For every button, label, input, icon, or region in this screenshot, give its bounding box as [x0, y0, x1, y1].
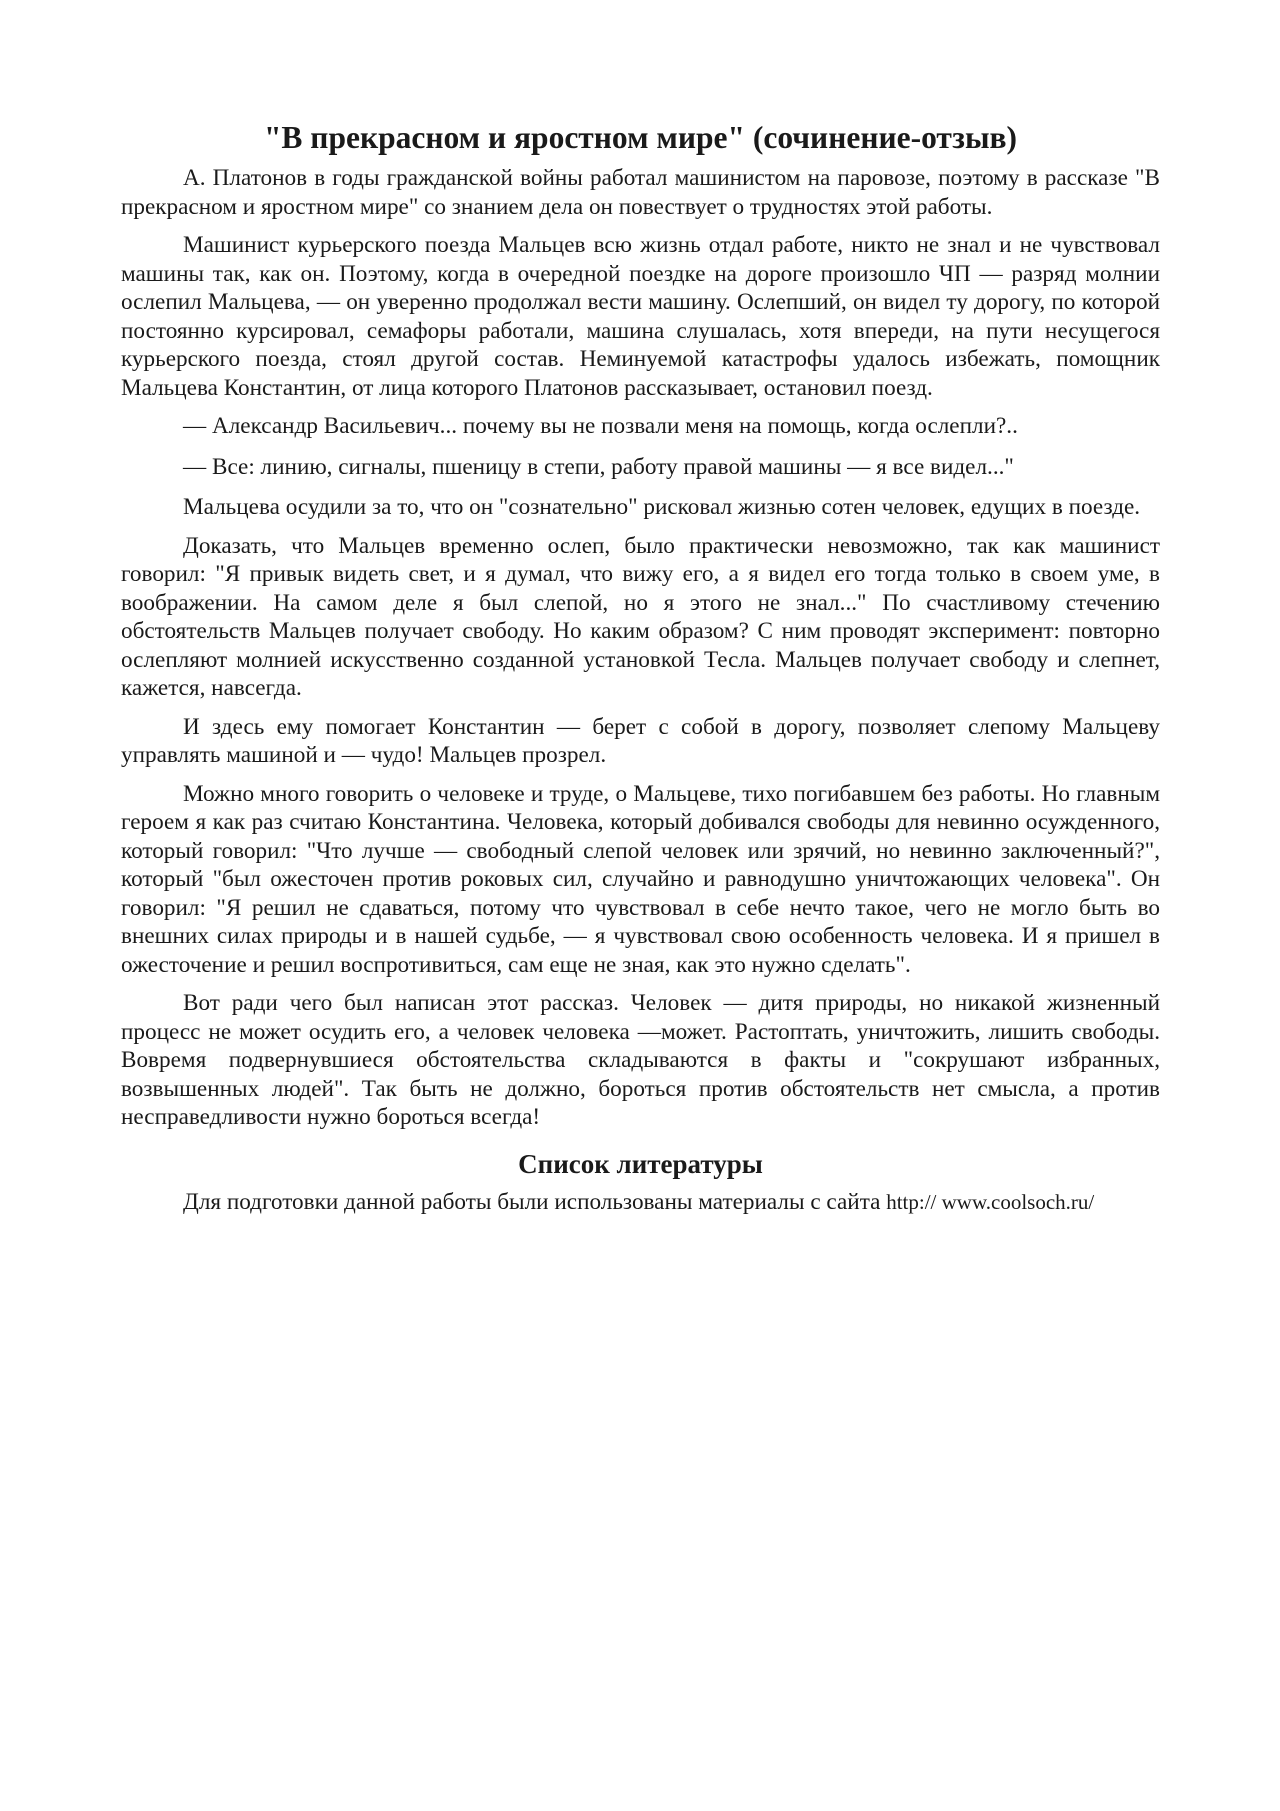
document-title: "В прекрасном и яростном мире" (сочинение-отзыв) — [263, 120, 1018, 155]
paragraph: Вот ради чего был написан этот рассказ. Человек — дитя природы, но никакой жизненный процесс не может осудить его, а человек человека —может. Растоптать, уничтожить, лишить свободы. Вовремя подвернувшиеся обстоятельства складываются в факты и "сокрушают избранных, возвышенных людей". Так быть не должно, бороться против обстоятельств нет смысла, а против несправедливости нужно бороться всегда! — [121, 990, 1160, 1130]
paragraph: Машинист курьерского поезда Мальцев всю жизнь отдал работе, никто не знал и не чувствовал машины так, как он. Поэтому, когда в очередной поездке на дороге произошло ЧП — разряд молнии ослепил Мальцева, — он уверенно продолжал вести машину. Ослепший, он видел ту дорогу, по которой постоянно курсировал, семафоры работали, машина слушалась, хотя впереди, на пути несущегося курьерского поезда, стоял другой состав. Неминуемой катастрофы удалось избежать, помощник Мальцева Константин, от лица которого Платонов рассказывает, остановил поезд. — [121, 232, 1160, 401]
paragraph: Можно много говорить о человеке и труде, о Мальцеве, тихо погибавшем без работы. Но главным героем я как раз считаю Константина. Человека, который добивался свободы для невинно осужденного, который говорил: "Что лучше — свободный слепой человек или зрячий, но невинно заключенный?", который "был ожесточен против роковых сил, случайно и равнодушно уничтожающих человека". Он говорил: "Я решил не сдаваться, потому что чувствовал в себе нечто такое, чего не могло быть во внешних силах природы и в нашей судьбе, — я чувствовал свою особенность человека. И я пришел в ожесточение и решил воспротивиться, сам еще не зная, как это нужно сделать". — [121, 780, 1160, 978]
references-url[interactable]: http:// www.coolsoch.ru/ — [886, 1189, 1095, 1214]
references-heading: Список литературы — [518, 1148, 763, 1179]
paragraph: И здесь ему помогает Константин — берет с собой в дорогу, позволяет слепому Мальцеву управлять машиной и — чудо! Мальцев прозрел. — [121, 713, 1160, 768]
references-paragraph — [121, 1188, 1160, 1217]
references-text: Для подготовки данной работы были использованы материалы с сайта — [183, 1188, 881, 1215]
paragraph: Доказать, что Мальцев временно ослеп, было практически невозможно, так как машинист говорил: "Я привык видеть свет, и я думал, что вижу его, а я видел его тогда только в своем уме, в воображении. На самом деле я был слепой, но я этого не знал..." По счастливому стечению обстоятельств Мальцев получает свободу. Но каким образом? С ним проводят эксперимент: повторно ослепляют молнией искусственно созданной установкой Тесла. Мальцев получает свободу и слепнет, кажется, навсегда. — [121, 532, 1160, 701]
dialog-line: — Все: линию, сигналы, пшеницу в степи, работу правой машины — я все видел..." — [183, 453, 1014, 480]
document-body — [121, 118, 1160, 1226]
paragraph: А. Платонов в годы гражданской войны работал машинистом на паровозе, поэтому в рассказе "В прекрасном и яростном мире" со знанием дела он повествует о трудностях этой работы. — [121, 165, 1160, 220]
dialog-line: — Александр Васильевич... почему вы не позвали меня на помощь, когда ослепли?.. — [183, 413, 1018, 439]
paragraph: Мальцева осудили за то, что он "сознательно" рисковал жизнью сотен человек, едущих в поезде. — [183, 494, 1141, 520]
